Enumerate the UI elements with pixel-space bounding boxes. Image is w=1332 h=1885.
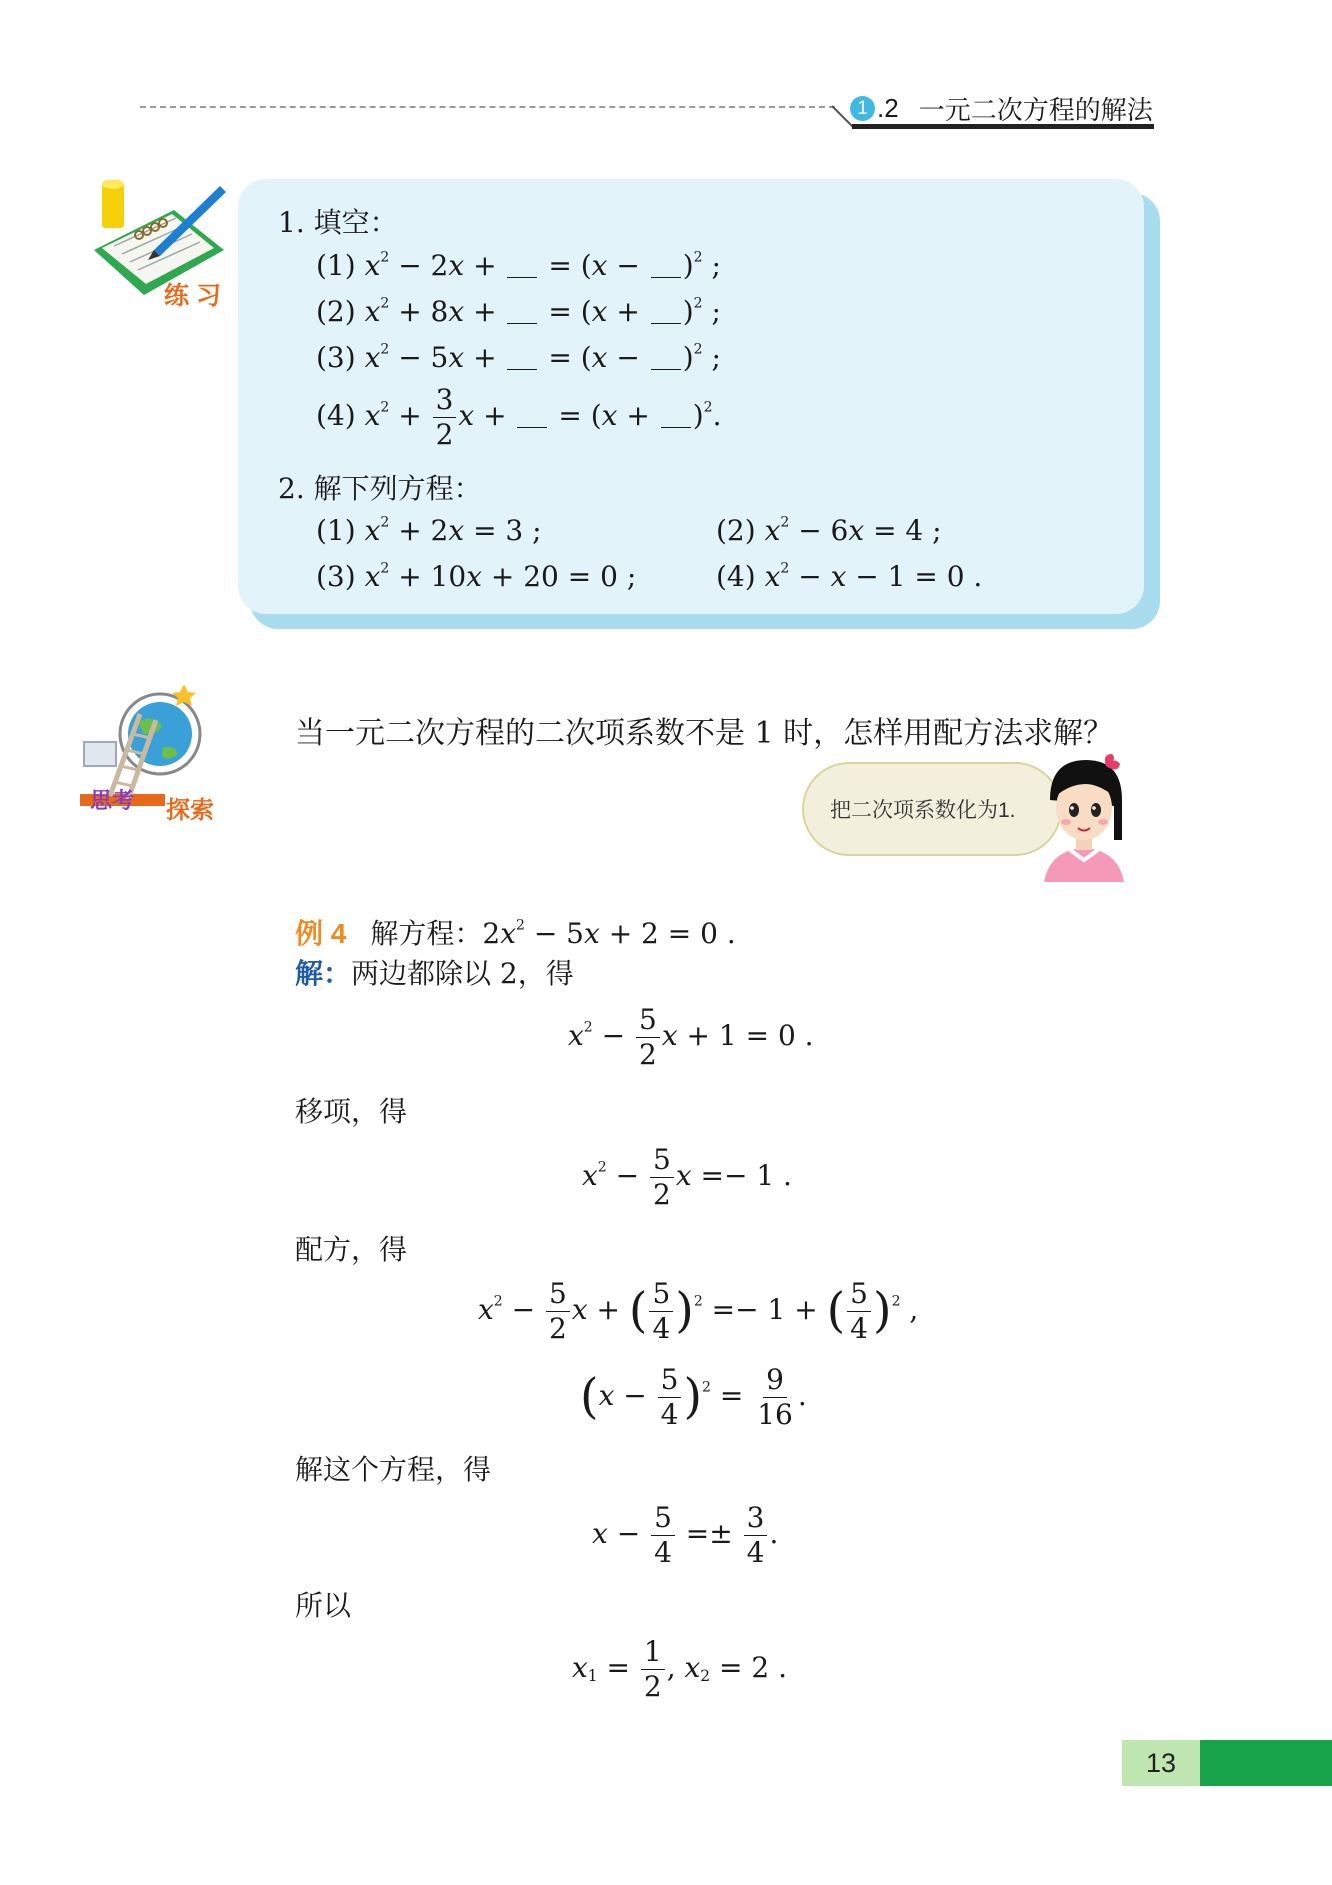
equation-4: (x − $\frac{5}{4}$ )$^2$ = $\frac{9}{16}$ . [580,1363,807,1431]
step-complete-text: 配方，得 [295,1233,408,1266]
example-task: 解方程： [370,917,483,950]
equation-3: $x^2$ − $\frac{5}{2}$ x + ( $\frac{5}{4}$ )$^2$ =− 1 + ( $\frac{5}{4}$ )$^2$ , [478,1277,919,1345]
think-badge [80,684,230,824]
page-number-tab-dark [1200,1740,1332,1786]
practice-badge [84,180,234,310]
girl-avatar-icon [1036,752,1132,882]
step-move-text: 移项，得 [295,1095,408,1128]
practice-q1-item-4: (4) $x^2$ + $\frac{3}{2}$ x + = $(x + )^2$. [316,383,722,451]
step-so-text: 所以 [295,1589,352,1622]
equation-1: $x^2$ − $\frac{5}{2}$ x + 1 = 0 . [568,1003,814,1071]
section-subnumber: .2 [877,93,899,123]
equation-6: $x_1$ = $\frac{1}{2}$ , $x_2 = 2$ . [572,1635,787,1703]
solution-intro [295,952,574,992]
practice-q1-label: 1. 填空： [278,206,398,239]
practice-box [238,179,1144,614]
practice-badge-label: 练 习 [164,282,221,310]
practice-q2-label: 2. 解下列方程： [278,472,482,505]
think-speech-text: 把二次项系数化为1. [830,799,1016,822]
equation-2: $x^2$ − $\frac{5}{2}$ x =− 1 . [582,1143,792,1211]
practice-q2-item-3: (3) $x^2 + 10x + 20 = 0$ ; [316,560,637,593]
practice-q1-item-3: (3) $x^2 - 5x$ + = $(x - )^2$ ; [316,341,721,374]
practice-q1-item-1: (1) $x^2 - 2x$ + = $(x - )^2$ ; [316,249,721,282]
example-statement: 例 4 解方程：$2x^2 - 5x + 2 = 0$ . [295,917,736,950]
page-number: 13 [1145,1748,1177,1778]
practice-q2-item-1: (1) $x^2 + 2x = 3$ ; [316,514,542,547]
equation-5: x − $\frac{5}{4}$ =± $\frac{3}{4}$ . [592,1501,779,1569]
think-question: 当一元二次方程的二次项系数不是 1 时，怎样用配方法求解？ [295,716,1114,751]
think-badge-label-right: 探索 [166,797,214,824]
solution-text: 两边都除以 2，得 [351,957,574,990]
practice-q1-item-2: (2) $x^2 + 8x$ + = $(x + )^2$ ; [316,295,721,328]
section-title-text: 一元二次方程的解法 [918,95,1153,125]
example-label: 例 4 [295,918,347,949]
solution-label: 解： [295,957,352,990]
header-dashed-rule [140,106,835,108]
think-speech-bubble [802,762,1062,856]
section-number-badge: 1 [850,96,875,121]
step-solve-text: 解这个方程，得 [295,1453,492,1486]
header-section-title [850,90,1153,127]
practice-q2-item-4: (4) $x^2 - x - 1 = 0$ . [716,560,983,593]
practice-q2-item-2: (2) $x^2 - 6x = 4$ ; [716,514,942,547]
think-badge-label-left: 思考 [90,788,135,813]
